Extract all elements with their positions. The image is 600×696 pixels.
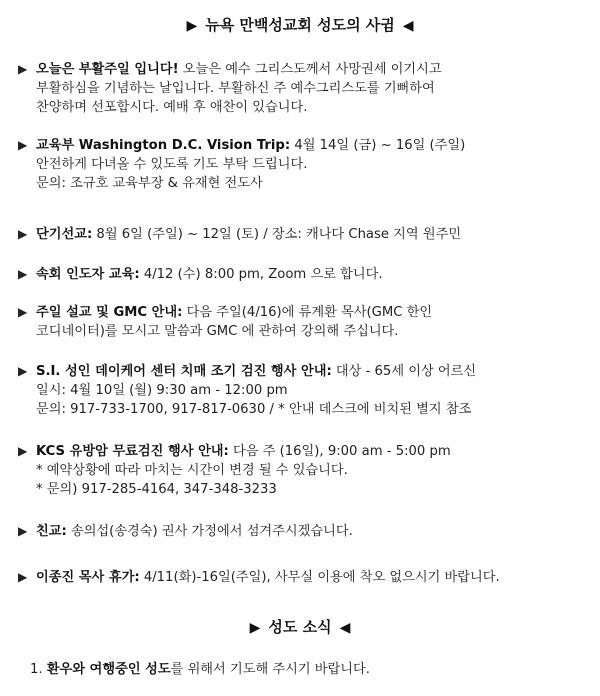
page-title (0, 14, 600, 35)
triangle-left-icon: ◀ (402, 18, 414, 34)
announcement-text: 다음 주일(4/16)에 류계환 목사(GMC 한인 (182, 305, 433, 320)
announcement-item (18, 265, 588, 284)
triangle-bullet-icon: ▶ (18, 138, 28, 152)
triangle-right-icon: ▶ (249, 620, 261, 636)
announcement-text: 4월 14일 (금) ~ 16일 (주일) (290, 138, 466, 153)
announcement-lead: 친교: (36, 524, 67, 539)
triangle-bullet-icon: ▶ (18, 570, 28, 584)
section-title-text: 성도 소식 (268, 618, 332, 636)
announcement-item (18, 522, 588, 541)
announcement-text: 4/12 (수) 8:00 pm, Zoom 으로 합니다. (139, 267, 383, 282)
announcement-text: 4/11(화)-16일(주일), 사무실 이용에 착오 없으시기 바랍니다. (139, 570, 500, 585)
announcement-item (18, 568, 588, 587)
announcement-text: * 문의) 917-285-4164, 347-348-3233 (36, 482, 277, 497)
announcement-text: 부활하심을 기념하는 날입니다. 부활하신 주 예수그리스도를 기뻐하여 (36, 81, 435, 96)
announcement-text: 문의: 조규호 교육부장 & 유재현 전도사 (36, 176, 263, 191)
triangle-bullet-icon: ▶ (18, 305, 28, 319)
announcement-item (18, 60, 588, 117)
announcement-text: 다음 주 (16일), 9:00 am - 5:00 pm (228, 444, 451, 459)
announcement-text: 문의: 917-733-1700, 917-817-0630 / * 안내 데스크에 비치된 별지 참조 (36, 402, 472, 417)
announcement-text: 대상 - 65세 이상 어르신 (331, 364, 477, 379)
triangle-bullet-icon: ▶ (18, 227, 28, 241)
announcement-text: * 예약상황에 따라 마치는 시간이 변경 될 수 있습니다. (36, 463, 348, 478)
news-lead: 환우와 여행중인 성도 (46, 662, 171, 677)
announcement-lead: 단기선교: (36, 227, 93, 242)
announcement-text: 오늘은 예수 그리스도께서 사망권세 이기시고 (178, 62, 442, 77)
announcement-item (18, 442, 588, 499)
page-title-text: 뉴욕 만백성교회 성도의 사귐 (205, 16, 395, 34)
announcement-lead: 이종진 목사 휴가: (36, 570, 140, 585)
triangle-bullet-icon: ▶ (18, 364, 28, 378)
announcement-item (18, 225, 588, 244)
announcement-text: 코디네이터)를 모시고 말씀과 GMC 에 관하여 강의해 주십니다. (36, 324, 399, 339)
triangle-bullet-icon: ▶ (18, 267, 28, 281)
news-text: 를 위해서 기도해 주시기 바랍니다. (170, 662, 370, 677)
announcement-item (18, 362, 588, 419)
triangle-bullet-icon: ▶ (18, 62, 28, 76)
news-number: 1. (30, 662, 43, 677)
announcement-lead: 교육부 Washington D.C. Vision Trip: (36, 138, 291, 153)
announcement-text: 8월 6일 (주일) ~ 12일 (토) / 장소: 캐나다 Chase 지역 원주민 (92, 227, 462, 242)
announcement-lead: KCS 유방암 무료검진 행사 안내: (36, 444, 229, 459)
announcement-item (18, 136, 588, 193)
section-title (0, 616, 600, 637)
announcement-text: 일시: 4월 10일 (월) 9:30 am - 12:00 pm (36, 383, 288, 398)
triangle-right-icon: ▶ (186, 18, 198, 34)
announcement-lead: S.I. 성인 데이케어 센터 치매 조기 검진 행사 안내: (36, 364, 332, 379)
news-item (30, 660, 582, 679)
announcement-lead: 속회 인도자 교육: (36, 267, 140, 282)
announcement-text: 안전하게 다녀올 수 있도록 기도 부탁 드립니다. (36, 157, 308, 172)
triangle-bullet-icon: ▶ (18, 524, 28, 538)
announcement-text: 송의섭(송경숙) 권사 가정에서 섬겨주시겠습니다. (66, 524, 353, 539)
triangle-left-icon: ◀ (339, 620, 351, 636)
announcement-text: 찬양하며 선포합시다. 예배 후 애찬이 있습니다. (36, 100, 308, 115)
announcement-lead: 주일 설교 및 GMC 안내: (36, 305, 183, 320)
announcement-lead: 오늘은 부활주일 입니다! (36, 62, 179, 77)
announcement-item (18, 303, 588, 341)
triangle-bullet-icon: ▶ (18, 444, 28, 458)
